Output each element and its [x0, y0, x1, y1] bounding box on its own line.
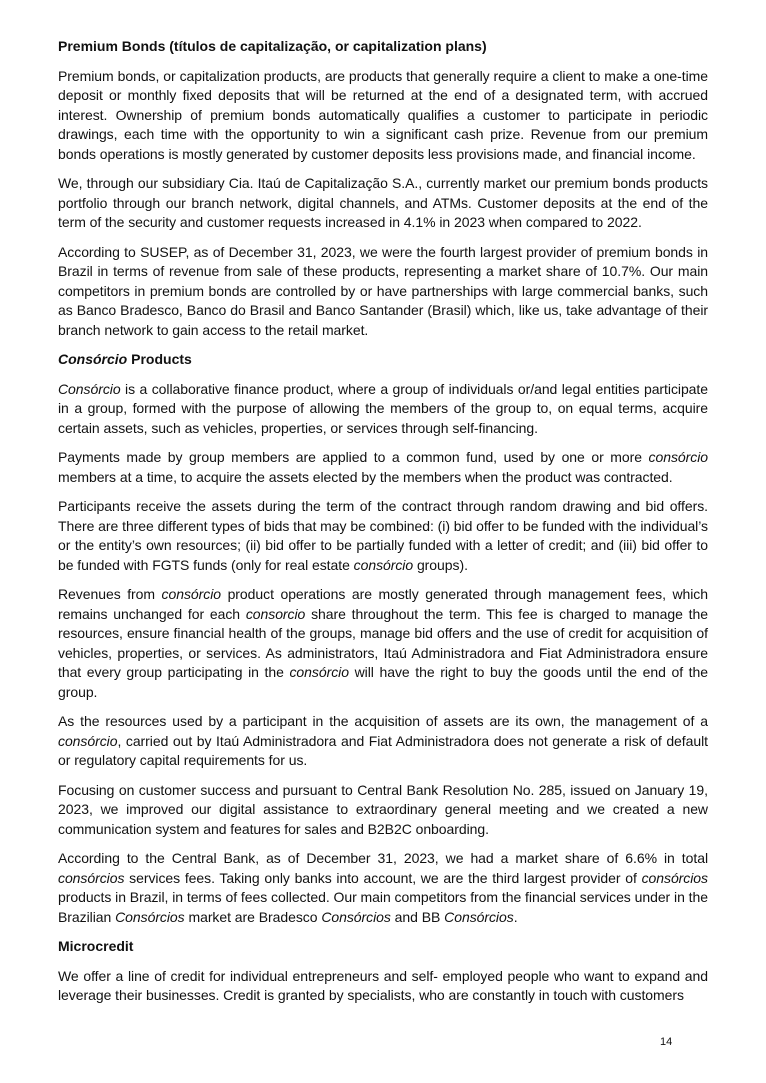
paragraph	[58, 380, 708, 439]
paragraph	[58, 849, 708, 927]
paragraph	[58, 712, 708, 771]
text-segment: share throughout the term. This fee is charged to manage the resources, ensure financial health of the groups, manage bid offers and the use of credit for acquisition of vehicles, properties, or services. As administrators, Itaú Administradora and Fiat Administradora ensure that every group participating in the	[58, 605, 708, 680]
text-segment: will have the right to buy the goods until the end of the group.	[58, 664, 708, 700]
italic-term: consórcio	[289, 664, 349, 680]
text-segment: We offer a line of credit for individual entrepreneurs and self- employed people who want to expand and leverage their businesses. Credit is granted by specialists, who are constantly in touch with customers	[58, 967, 708, 1003]
paragraph	[58, 67, 708, 165]
paragraph	[58, 448, 708, 487]
section-heading	[58, 937, 708, 957]
italic-term: Consórcios	[321, 908, 391, 925]
text-segment: We, through our subsidiary Cia. Itaú de Capitalização S.A., currently market our premium bonds products portfolio through our branch network, digital channels, and ATMs. Customer deposits at the end of the term of the security and customer requests increased in 4.1% in 2023 when compared to 2022.	[58, 175, 708, 230]
text-segment: market are Bradesco	[184, 908, 322, 925]
text-segment: members at a time, to acquire the assets elected by the members when the product was contracted.	[58, 468, 673, 485]
paragraph	[58, 497, 708, 575]
text-segment: services fees. Taking only banks into account, we are the third largest provider of	[124, 869, 642, 886]
text-segment: According to the Central Bank, as of December 31, 2023, we had a market share of 6.6% in total	[58, 850, 708, 866]
italic-term: consórcios	[58, 869, 125, 886]
text-segment: According to SUSEP, as of December 31, 2023, we were the fourth largest provider of premium bonds in Brazil in terms of revenue from sale of these products, representing a market share of 10.7%. Our main competitors in premium bonds are controlled by or have partnerships with large commercial banks, such as Banco Bradesco, Banco do Brasil and Banco Santander (Brasil) which, like us, take advantage of their branch network to gain access to the retail market.	[58, 243, 708, 338]
text-segment: As the resources used by a participant in the acquisition of assets are its own, the management of a	[58, 713, 708, 729]
italic-term: Consórcio	[58, 351, 128, 367]
paragraph	[58, 781, 708, 840]
text-segment: Participants receive the assets during the term of the contract through random drawing and bid offers. There are three different types of bids that may be combined: (i) bid offer to be funded with the individual’s or the entity’s own resources; (ii) bid offer to be partially funded with a letter of credit; and (iii) bid offer to be funded with FGTS funds (only for real estate	[58, 498, 708, 573]
paragraph	[58, 585, 708, 702]
text-segment: .	[513, 908, 518, 925]
italic-term: consórcio	[58, 732, 118, 749]
italic-term: consórcio	[648, 449, 708, 465]
paragraph	[58, 243, 708, 341]
paragraph	[58, 174, 708, 233]
text-segment: Payments made by group members are applied to a common fund, used by one or more	[58, 449, 649, 465]
italic-term: Consórcios	[115, 908, 185, 925]
text-segment: , carried out by Itaú Administradora and Fiat Administradora does not generate a risk of default or regulatory capital requirements for us.	[58, 732, 708, 768]
italic-term: Consórcios	[444, 908, 514, 925]
text-segment: is a collaborative finance product, where a group of individuals or/and legal entities participate in a group, formed with the purpose of allowing the members of the group to, on equal terms, acquire certain assets, such as vehicles, properties, or services through self-financing.	[58, 380, 708, 436]
text-segment: product operations are mostly generated through management fees, which remains unchanged for each	[58, 586, 708, 622]
italic-term: consórcio	[161, 586, 222, 602]
document-body	[58, 37, 708, 1016]
text-segment: Premium Bonds (títulos de capitalização, or capitalization plans)	[58, 38, 487, 54]
italic-term: Consórcio	[58, 380, 121, 397]
text-segment: Microcredit	[58, 938, 134, 954]
text-segment: products in Brazil, in terms of fees collected. Our main competitors from the financial services under in the Brazilian	[58, 889, 708, 925]
italic-term: consórcios	[641, 869, 708, 886]
text-segment: groups).	[413, 556, 468, 573]
italic-term: consorcio	[245, 605, 306, 622]
italic-term: consórcio	[353, 556, 414, 573]
text-segment: Focusing on customer success and pursuant to Central Bank Resolution No. 285, issued on January 19, 2023, we improved our digital assistance to extraordinary general meeting and we created a new communication system and features for sales and B2B2C onboarding.	[58, 781, 708, 837]
text-segment: Products	[127, 351, 192, 367]
paragraph	[58, 967, 708, 1006]
text-segment: Premium bonds, or capitalization products, are products that generally require a client to make a one-time deposit or monthly fixed deposits that will be returned at the end of a designated term, with accrued interest. Ownership of premium bonds automatically qualifies a customer to participate in periodic drawings, each time with the opportunity to win a significant cash prize. Revenue from our premium bonds operations is mostly generated by customer deposits less provisions made, and financial income.	[58, 67, 708, 162]
page-number: 14	[660, 1036, 673, 1048]
section-heading	[58, 37, 708, 57]
section-heading	[58, 350, 708, 370]
text-segment: Revenues from	[58, 586, 162, 602]
text-segment: and BB	[390, 908, 445, 925]
